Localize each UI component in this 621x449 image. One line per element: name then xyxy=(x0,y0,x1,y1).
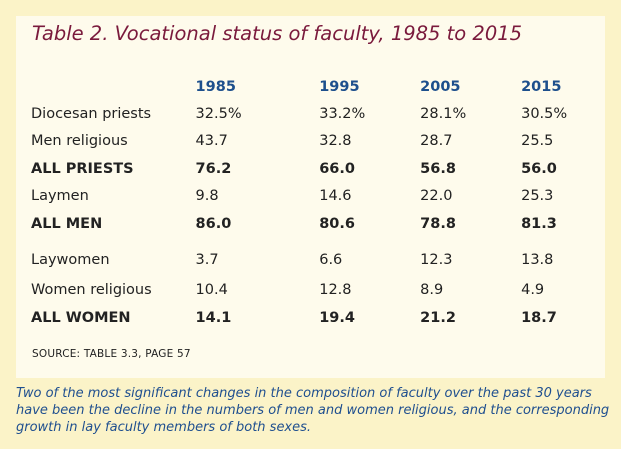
table-cell: 13.8 xyxy=(521,252,554,268)
table-row xyxy=(31,277,605,305)
table-cell: 8.9 xyxy=(420,282,444,299)
table-row-total xyxy=(31,155,605,183)
table-cell: 33.2% xyxy=(319,105,366,122)
table-cell: 12.3 xyxy=(420,252,453,268)
table-cell: 76.2 xyxy=(195,160,232,177)
year-header: 2015 xyxy=(521,79,562,95)
table-row xyxy=(31,100,605,128)
row-label: ALL MEN xyxy=(31,215,103,232)
table-cell: 78.8 xyxy=(420,215,456,232)
table-cell: 3.7 xyxy=(195,252,219,268)
row-label: Laymen xyxy=(31,188,89,205)
table-cell: 4.9 xyxy=(521,282,545,299)
table-cell: 30.5% xyxy=(521,105,568,122)
table-cell: 14.6 xyxy=(319,188,352,205)
header-label-cell xyxy=(31,74,196,100)
table-cell: 9.8 xyxy=(195,188,219,205)
table-cell: 6.6 xyxy=(319,252,343,268)
table-cell: 14.1 xyxy=(195,309,232,326)
header-row xyxy=(31,74,605,100)
row-label: Women religious xyxy=(31,282,152,299)
table-cell: 32.8 xyxy=(319,133,352,150)
row-label: Laywomen xyxy=(31,252,110,268)
table-cell: 28.1% xyxy=(420,105,467,122)
table-cell: 56.8 xyxy=(420,160,456,177)
table-cell: 19.4 xyxy=(319,309,355,326)
data-table xyxy=(31,74,605,332)
table-cell: 81.3 xyxy=(521,215,557,232)
table-cell: 28.7 xyxy=(420,133,453,150)
table-cell: 86.0 xyxy=(195,215,232,232)
table-cell: 21.2 xyxy=(420,309,456,326)
table-row xyxy=(31,183,605,211)
table-row-total xyxy=(31,304,605,332)
table-title: Table 2. Vocational status of faculty, 1985 to 2015 xyxy=(32,22,523,45)
table-cell: 18.7 xyxy=(521,309,557,326)
table-cell: 43.7 xyxy=(195,133,228,150)
table-row xyxy=(31,128,605,156)
table-cell: 22.0 xyxy=(420,188,453,205)
table-cell: 25.5 xyxy=(521,133,554,150)
table-cell: 25.3 xyxy=(521,188,554,205)
row-label: ALL PRIESTS xyxy=(31,160,134,177)
row-label: Men religious xyxy=(31,133,128,150)
table-cell: 80.6 xyxy=(319,215,355,232)
table-row xyxy=(31,238,605,277)
year-header: 1985 xyxy=(195,79,236,95)
table-cell: 12.8 xyxy=(319,282,352,299)
table-cell: 56.0 xyxy=(521,160,557,177)
table-row-total xyxy=(31,210,605,238)
year-header: 1995 xyxy=(319,79,360,95)
table-cell: 66.0 xyxy=(319,160,355,177)
row-label: ALL WOMEN xyxy=(31,309,131,326)
row-label: Diocesan priests xyxy=(31,105,152,122)
table-cell: 10.4 xyxy=(195,282,228,299)
table-panel xyxy=(16,16,605,378)
table-cell: 32.5% xyxy=(195,105,242,122)
year-header: 2005 xyxy=(420,79,461,95)
caption-text: Two of the most significant changes in the composition of faculty over the past 30 years have been the decline in the numbers of men and women religious, and the corresponding growth in lay faculty members of both sexes. xyxy=(16,386,610,435)
source-note: SOURCE: TABLE 3.3, PAGE 57 xyxy=(32,348,191,360)
